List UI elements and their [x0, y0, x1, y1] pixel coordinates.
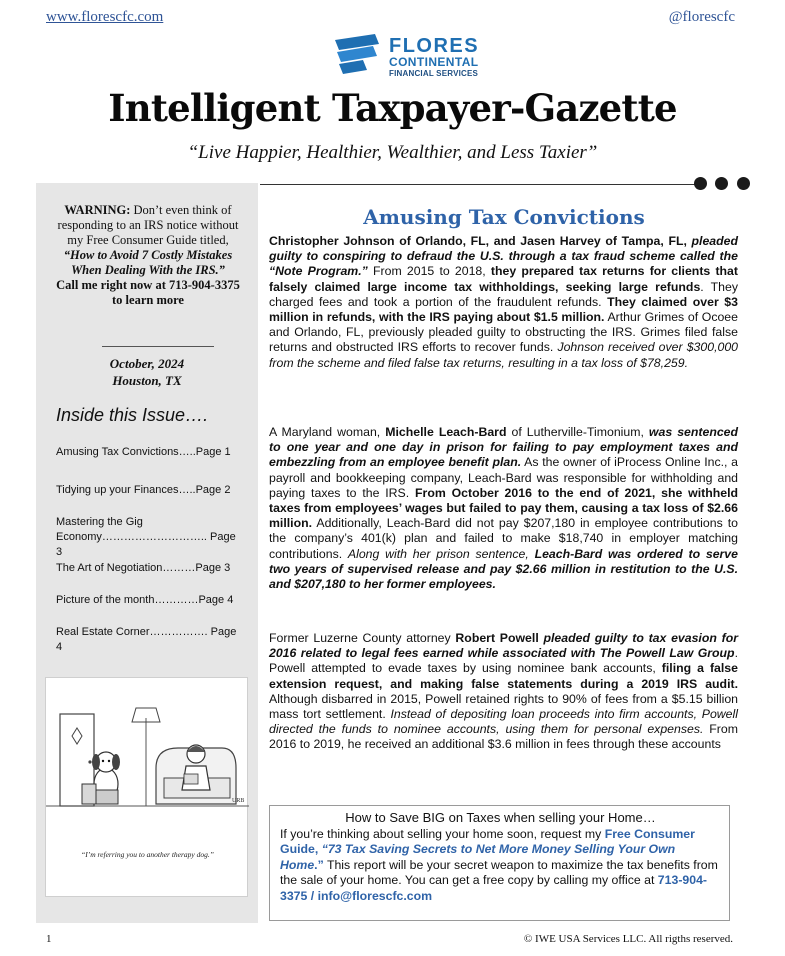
- company-logo: [333, 32, 503, 82]
- article-text: Although disbarred in 2015, Powell retained rights to 90% of fees from a $5.15 billion mass tort settlement.: [269, 691, 738, 722]
- newsletter-tagline: “Live Happier, Healthier, Wealthier, and Less Taxier”: [187, 142, 598, 163]
- callout-text: If you’re thinking about selling your home soon, request my: [280, 826, 605, 841]
- article-text: pleaded guilty to tax evasion for 2016 related to legal fees earned while associated with The Powell Law Group: [269, 631, 739, 661]
- logo-line-3: FINANCIAL SERVICES: [389, 69, 479, 78]
- toc-item[interactable]: Amusing Tax Convictions…..Page 1: [56, 446, 231, 458]
- callout-guide-title: “73 Tax Saving Secrets to Net More Money Selling Your Own Home: [280, 842, 676, 872]
- page-number: 1: [46, 933, 52, 945]
- article-text: They claimed over $3 million in refunds, with the IRS paying about $1.5 million.: [269, 294, 738, 325]
- article-text: From October 2016 to the end of 2021, she withheld taxes from employees’ wages but failed to pay them, causing a tax loss of $2.66 million.: [269, 485, 739, 531]
- article-text: From 2016 to 2019, he received an additional $3.6 million in fees through these accounts: [269, 722, 738, 752]
- decor-dot: [694, 177, 707, 190]
- article-text: As the owner of iProcess Online Inc., a payroll and bookkeeping company, Leach-Bard was responsible for withholding and paying taxes to the IRS.: [269, 455, 738, 500]
- article-text: . They charged fees and took a portion of the fraudulent refunds.: [269, 279, 738, 309]
- decor-dot: [737, 177, 750, 190]
- sidebar-divider: [102, 346, 214, 347]
- article-paragraph-3: [269, 631, 738, 753]
- article-paragraph-1: [269, 234, 738, 371]
- article-text: of Lutherville-Timonium,: [506, 425, 649, 439]
- cartoon-image: [45, 677, 248, 897]
- article-text: Arthur Grimes of Ocoee and Orlando, FL, previously pleaded guilty to obstructing the IRS. Grimes filed false returns and obstructed IRS efforts to recover funds.: [269, 310, 738, 355]
- article-text: Leach-Bard was ordered to serve two years of supervised release and pay $2.66 million in restitution to the U.S. and $207,180 to her former employees.: [269, 546, 738, 592]
- callout-guide-end: .”: [314, 857, 324, 872]
- warning-call: Call me right now at 713-904-3375 to learn more: [56, 278, 240, 307]
- warning-text: Don’t even think of responding to an IRS notice without my Free Consumer Guide titled,: [57, 203, 239, 247]
- inside-issue-title: Inside this Issue….: [56, 405, 209, 425]
- toc-item[interactable]: The Art of Negotiation………Page 3: [56, 562, 231, 574]
- newsletter-title: Intelligent Taxpayer-Gazette: [108, 86, 677, 130]
- article-text: . Powell attempted to evade taxes by using nominee bank accounts,: [269, 646, 738, 676]
- svg-text:URB: URB: [232, 798, 245, 804]
- home-sale-callout: [269, 805, 730, 921]
- article-text: A Maryland woman,: [269, 425, 386, 439]
- logo-line-2: CONTINENTAL: [389, 55, 479, 69]
- issue-date-block: [36, 355, 258, 389]
- article-paragraph-2: [269, 425, 738, 592]
- callout-body: [280, 827, 721, 905]
- article-text: Johnson received over $300,000 from the scheme and filed false tax returns, resulting in a tax loss of $78,259.: [269, 340, 738, 370]
- article-text: Former Luzerne County attorney: [269, 631, 456, 645]
- article-text: From 2015 to 2018,: [367, 264, 491, 279]
- issue-location: Houston, TX: [112, 373, 182, 388]
- article-title: Amusing Tax Convictions: [363, 205, 645, 229]
- article-text: was sentenced to one year and one day in prison for failing to pay employment taxes and embezzling from an employee benefit plan.: [269, 425, 739, 470]
- article-text: pleaded guilty to conspiring to defraud the U.S. through a tax fraud scheme called the “Note Program.”: [269, 234, 738, 279]
- callout-text: This report will be your secret weapon to maximize the tax benefits from the sale of your home. You can get a free copy by calling my office at: [280, 857, 718, 887]
- toc-item[interactable]: Picture of the month…………Page 4: [56, 594, 234, 606]
- social-handle: @florescfc: [668, 9, 735, 25]
- article-text: they prepared tax returns for clients that falsely claimed large income tax withholdings, seeking large refunds: [269, 264, 738, 294]
- article-text: Instead of depositing loan proceeds into firm accounts, Powell directed the funds to nominee accounts, using them for personal expenses.: [269, 707, 738, 737]
- sidebar: [36, 183, 258, 923]
- warning-label: WARNING:: [64, 203, 131, 217]
- warning-guide-title: “How to Avoid 7 Costly Mistakes When Dealing With the IRS.”: [63, 248, 233, 277]
- warning-box: [52, 203, 244, 308]
- article-text: Christopher Johnson of Orlando, FL, and Jasen Harvey of Tampa, FL,: [269, 234, 692, 248]
- logo-line-1: FLORES: [389, 35, 480, 57]
- decor-dot: [715, 177, 728, 190]
- article-text: Along with her prison sentence,: [347, 546, 535, 561]
- therapy-dog-cartoon-icon: [46, 678, 249, 848]
- website-link[interactable]: www.florescfc.com: [46, 9, 164, 25]
- article-text: Additionally, Leach-Bard did not pay $207,180 in employee contributions to the company’s 401(k) plan and failed to make $18,740 in employer matching contributions.: [269, 516, 738, 561]
- callout-guide-label: Free Consumer Guide,: [280, 826, 695, 856]
- copyright: © IWE USA Services LLC. All rigths reserved.: [523, 933, 733, 945]
- toc-item[interactable]: Tidying up your Finances…..Page 2: [56, 484, 231, 496]
- cartoon-caption: “I’m referring you to another therapy dog.”: [81, 850, 214, 859]
- article-text: filing a false extension request, and making false statements during a 2019 IRS audit.: [269, 661, 738, 691]
- article-text: Robert Powell: [455, 631, 539, 645]
- header-divider: [260, 184, 700, 185]
- callout-contact[interactable]: 713-904-3375 / info@florescfc.com: [280, 873, 708, 903]
- logo-mark-icon: [333, 32, 387, 82]
- toc-item[interactable]: Real Estate Corner……………. Page 4: [56, 626, 237, 653]
- issue-date: October, 2024: [109, 356, 185, 371]
- article-text: Michelle Leach-Bard: [385, 425, 507, 439]
- callout-title: How to Save BIG on Taxes when selling your Home…: [345, 810, 656, 825]
- toc-item[interactable]: Mastering the Gig Economy……………………….. Page 3: [56, 516, 236, 558]
